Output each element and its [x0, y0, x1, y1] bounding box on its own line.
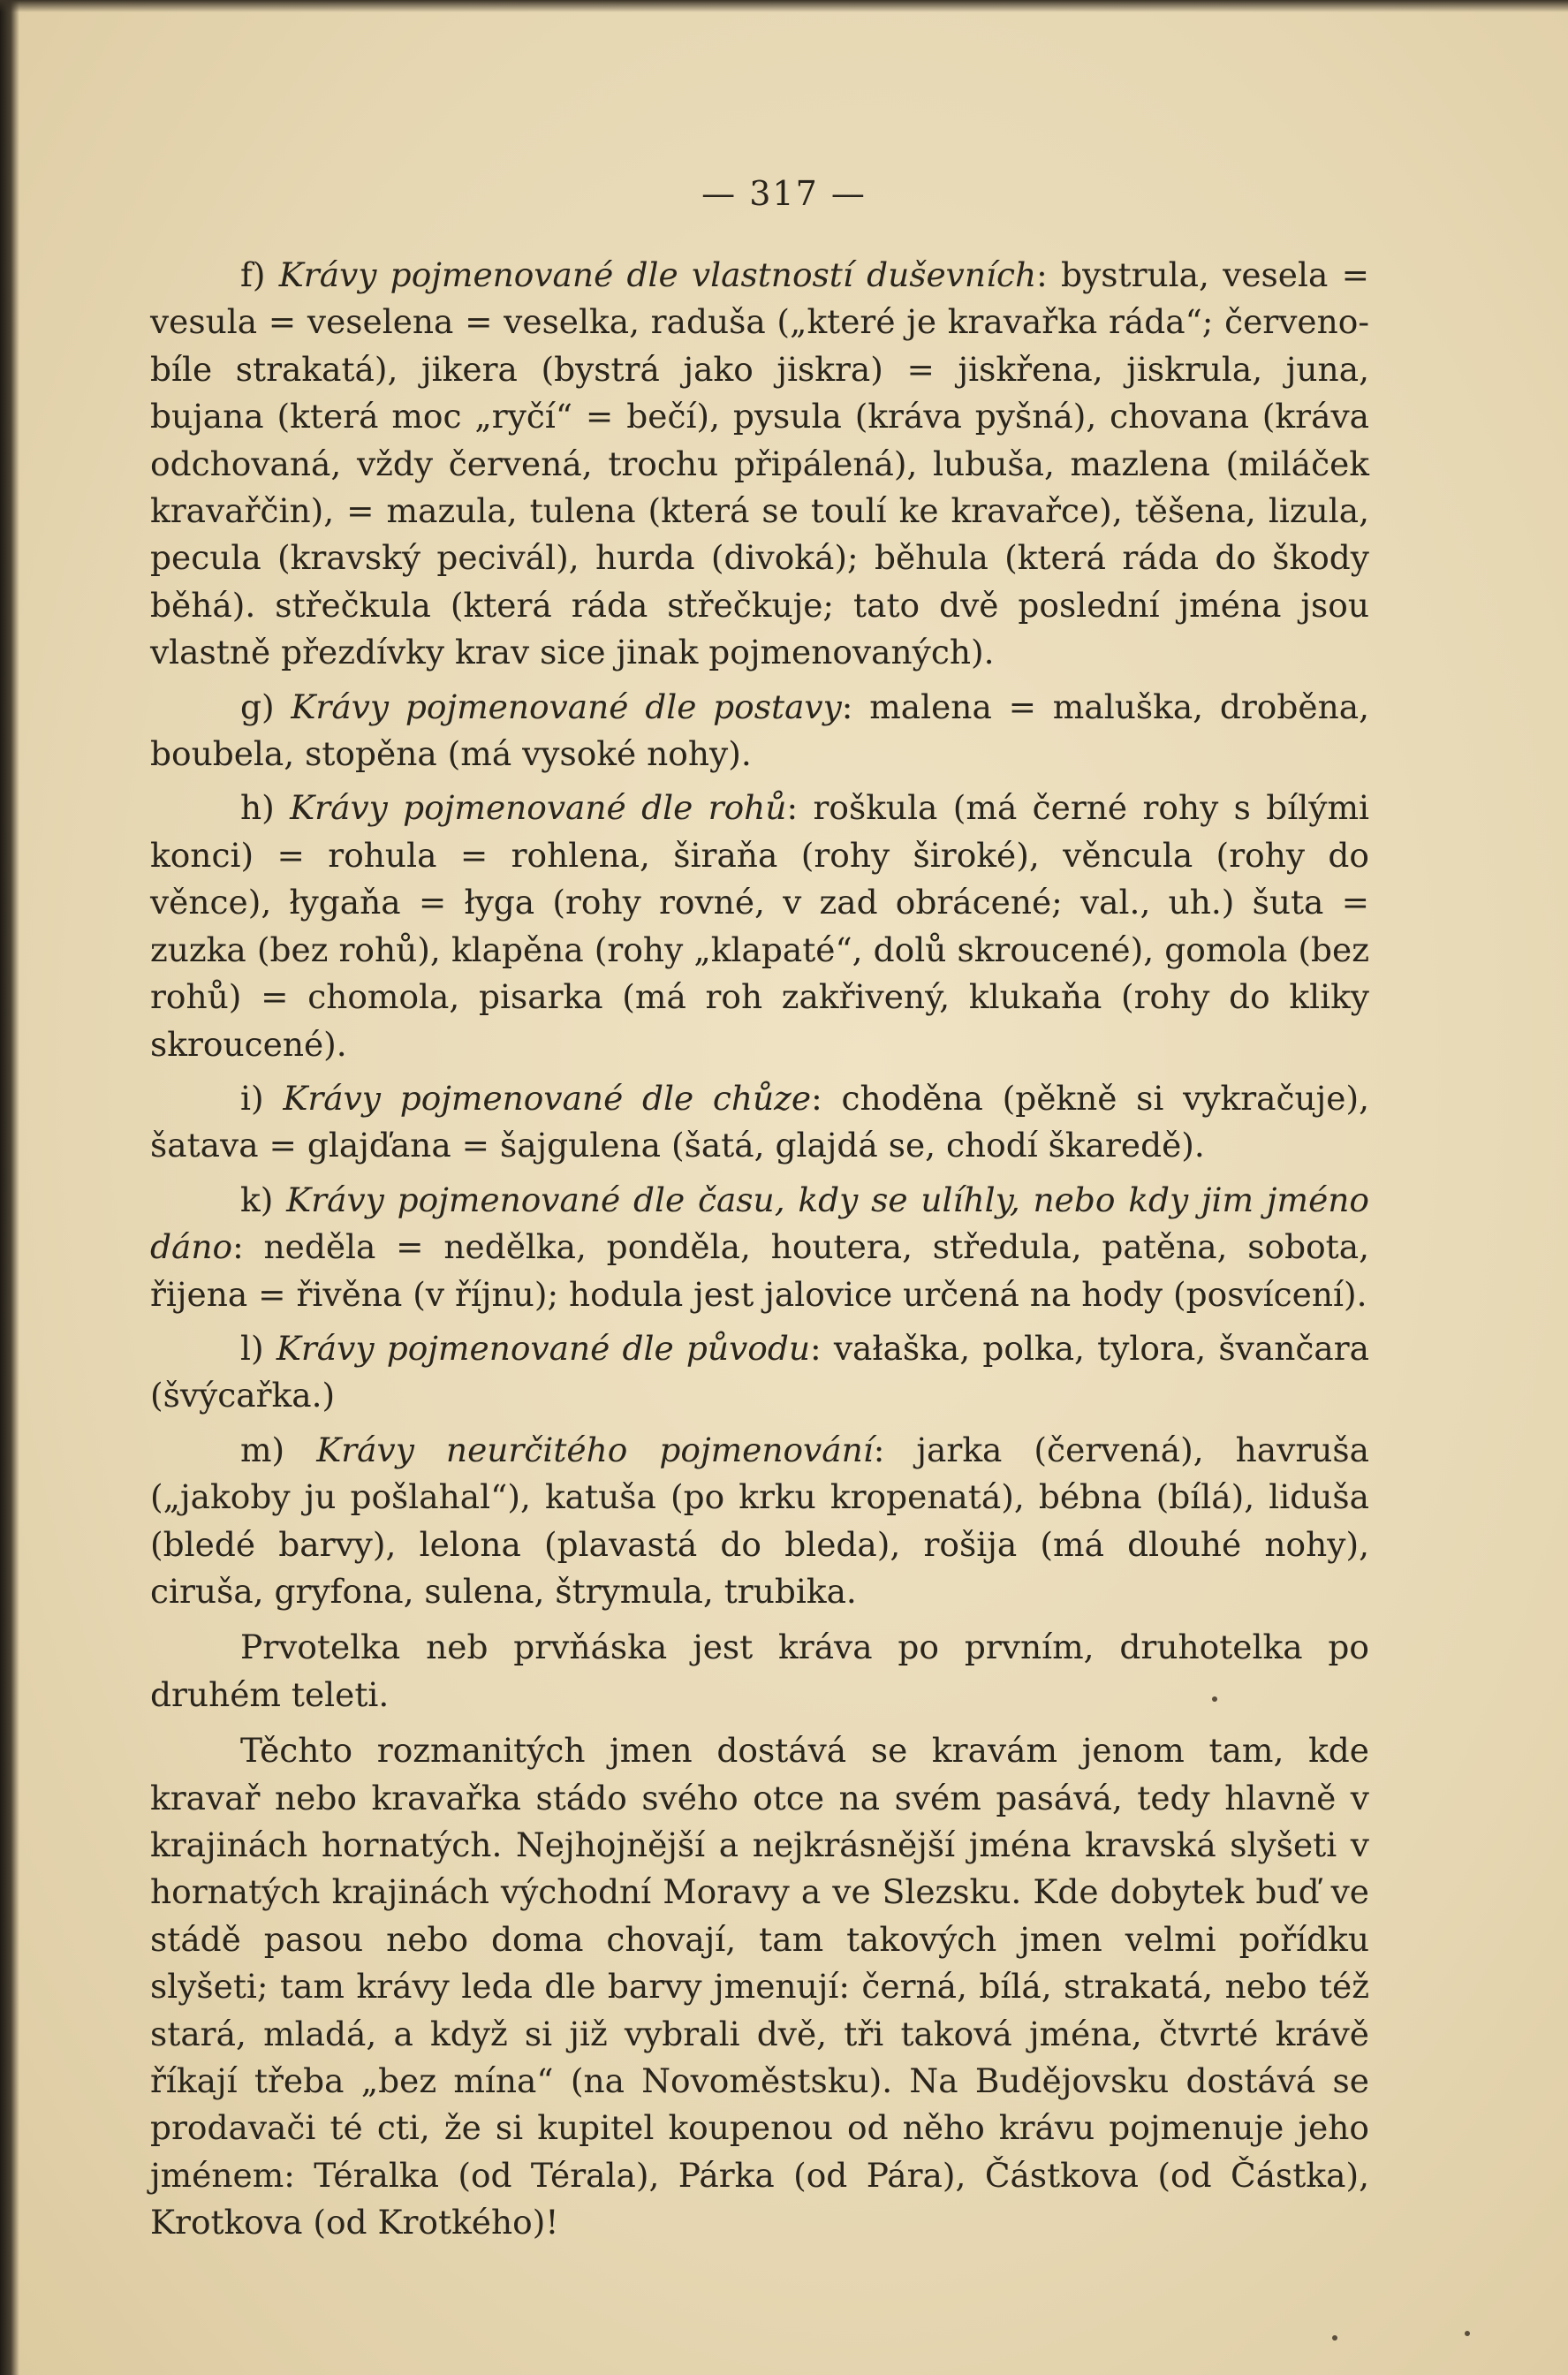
page-number: — 317 — — [701, 174, 867, 213]
section-body: choděna (pěkně si vykračuje), šatava = glajďana = šajgulena (šatá, glajdá se, chodí škaredě). — [150, 1078, 1370, 1165]
page-top-edge-shadow — [0, 0, 1568, 12]
section-f — [150, 252, 1369, 677]
section-body: neděla = nedělka, ponděla, houtera, středula, patěna, sobota, řijena = řivěna (v říjnu); hodula jest jalovice určená na hody (posvícení). — [150, 1227, 1369, 1314]
section-separator: : — [811, 1078, 822, 1118]
section-separator: : — [232, 1227, 244, 1267]
section-separator: : — [1036, 255, 1048, 294]
section-lead: Krávy pojmenované dle času, kdy se ulíhly, nebo kdy jim jméno dáno — [150, 1180, 1370, 1267]
section-separator: : — [841, 687, 853, 726]
section-body: vałaška, polka, tylora, švančara (švýcařka.) — [150, 1328, 1370, 1415]
section-k — [150, 1177, 1369, 1318]
section-label: h) — [240, 788, 275, 828]
section-separator: : — [786, 788, 799, 828]
section-label: k) — [240, 1180, 274, 1219]
section-body: jarka (červená), havruša („jakoby ju pošlahal“), katuša (po krku kropenatá), bébna (bílá), liduša (bledé barvy), lelona (plavastá do bleda), rošija (má dlouhé nohy), ciruša, gryfona, sulena, štrymula, trubika. — [150, 1430, 1370, 1611]
paper-speck — [1465, 2331, 1470, 2336]
section-separator: : — [873, 1430, 885, 1469]
paper-speck — [1332, 2335, 1337, 2341]
section-lead: Krávy pojmenované dle původu — [276, 1328, 811, 1368]
section-lead: Krávy neurčitého pojmenování — [316, 1430, 874, 1469]
section-lead: Krávy pojmenované dle vlastností duševních — [278, 255, 1037, 294]
page-body — [150, 252, 1369, 2254]
section-label: g) — [240, 687, 275, 726]
section-i — [150, 1075, 1369, 1170]
section-label: l) — [240, 1328, 264, 1368]
section-l — [150, 1325, 1369, 1420]
section-g — [150, 684, 1369, 778]
section-label: m) — [240, 1430, 285, 1469]
section-body: bystrula, vesela = vesula = veselena = veselka, raduša („které je kravařka ráda“; červeno-bíle strakatá), jikera (bystrá jako jiskra) = jiskřena, jiskrula, juna, bujana (která moc „ryčí“ = bečí), pysula (kráva pyšná), chovana (kráva odchovaná, vždy červená, trochu připálená), lubuša, mazlena (miláček kravařčin), = mazula, tulena (která se toulí ke kravařce), těšena, lizula, pecula (kravský pecivál), hurda (divoká); běhula (která ráda do škody běhá). střečkula (která ráda střečkuje; tato dvě poslední jména jsou vlastně přezdívky krav sice jinak pojmenovaných). — [150, 255, 1369, 672]
section-lead: Krávy pojmenované dle rohů — [290, 788, 787, 828]
section-body: malena = maluška, droběna, boubela, stopěna (má vysoké nohy). — [150, 687, 1369, 774]
section-separator: : — [810, 1328, 822, 1368]
paragraph-jmena: Těchto rozmanitých jmen dostává se kravám jenom tam, kde kravař nebo kravařka stádo svého otce na svém pasává, tedy hlavně v krajinách hornatých. Nejhojnější a nejkrásnější jména kravská slyšeti v hornatých krajinách východní Moravy a ve Slezsku. Kde dobytek buď ve stádě pasou nebo doma chovají, tam takových jmen velmi pořídku slyšeti; tam krávy leda dle barvy jmenují: černá, bílá, strakatá, nebo též stará, mladá, a když si již vybrali dvě, tři taková jména, čtvrté krávě říkají třeba „bez mína“ (na Novoměstsku). Na Budějovsku dostává se prodavači té cti, že si kupitel koupenou od něho krávu pojmenuje jeho jménem: Téralka (od Térala), Párka (od Pára), Částkova (od Částka), Krotkova (od Krotkého)! — [150, 1731, 1369, 2242]
section-label: i) — [240, 1078, 264, 1118]
section-m — [150, 1427, 1369, 1616]
paper-speck — [1212, 1696, 1217, 1702]
section-h — [150, 785, 1369, 1067]
section-lead: Krávy pojmenované dle postavy — [291, 687, 842, 726]
book-spine-shadow — [0, 0, 19, 2375]
paragraph-prvotelka: Prvotelka neb prvňáska jest kráva po prvním, druhotelka po druhém teleti. — [150, 1628, 1369, 1714]
section-label: f) — [240, 255, 266, 294]
section-lead: Krávy pojmenované dle chůze — [283, 1078, 812, 1118]
section-body: roškula (má černé rohy s bílými konci) = rohula = rohlena, širaňa (rohy široké), věncula (rohy do věnce), łygaňa = łyga (rohy rovné, v zad obrácené; val., uh.) šuta = zuzka (bez rohů), klapěna (rohy „klapaté“, dolů skroucené), gomola (bez rohů) = chomola, pisarka (má roh zakřivený, klukaňa (rohy do kliky skroucené). — [150, 788, 1369, 1064]
